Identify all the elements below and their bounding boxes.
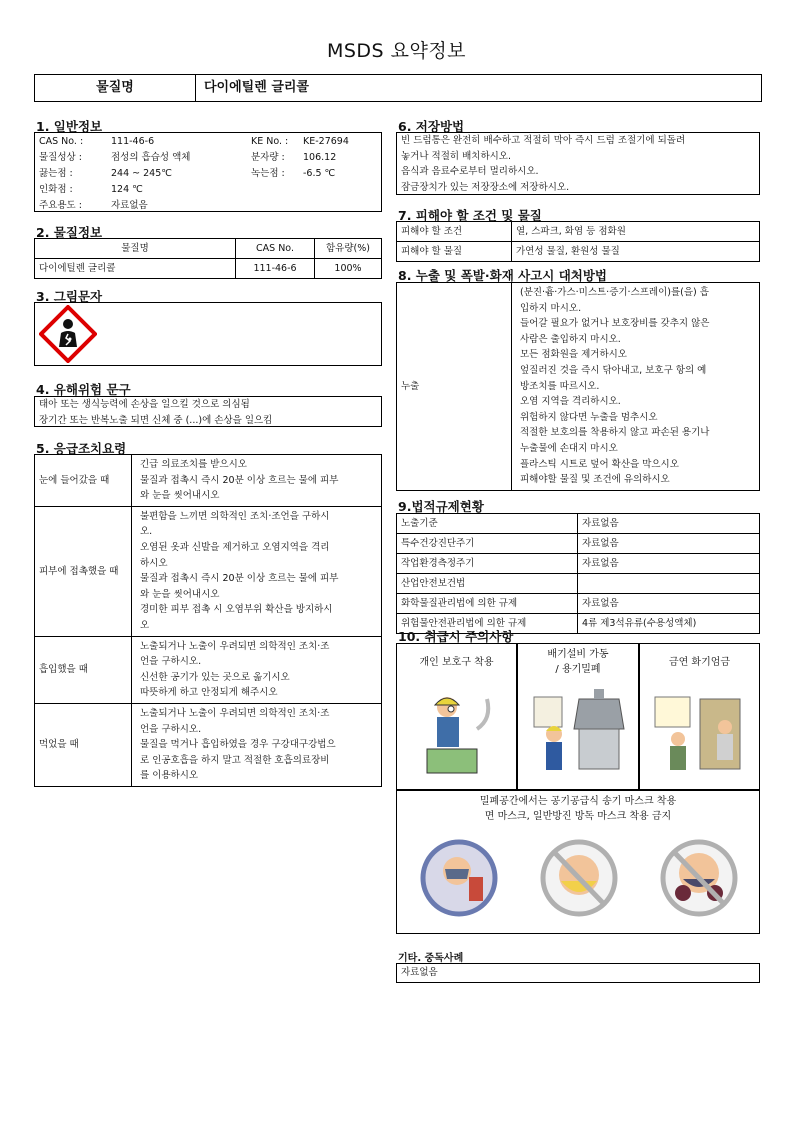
first-aid-line: 와 눈을 씻어내시오: [140, 490, 220, 502]
sec6-heading: 6. 저장방법: [398, 119, 465, 134]
state-value: 점성의 흡습성 액체: [111, 152, 191, 163]
reg-label: 산업안전보건법: [397, 574, 578, 594]
state-label: 물질성상 :: [39, 152, 82, 163]
avoid-value: 열, 스파크, 화염 등 점화원: [512, 222, 760, 242]
first-aid-line: 신선한 공기가 있는 곳으로 옮기시오: [140, 671, 290, 683]
first-aid-table: [34, 454, 382, 787]
avoid-label: 피해야 할 물질: [397, 242, 512, 262]
col-header-name: 물질명: [35, 239, 236, 259]
mask-icons: [409, 831, 749, 926]
no-gas-mask-icon: [663, 842, 735, 914]
no-smoking-caption: 금연 화기엄금: [668, 657, 731, 668]
supplied-air-mask-icon: [423, 842, 495, 914]
sec9-heading: 9.법적규제현황: [398, 499, 484, 514]
ppe-caption: 개인 보호구 착용: [419, 657, 494, 668]
ke-label: KE No. :: [251, 136, 289, 147]
no-smoking-panel: [639, 643, 760, 790]
reg-label: 작업환경측정주기: [397, 554, 578, 574]
ke-value: KE-27694: [303, 136, 349, 147]
ventilation-panel: [517, 643, 639, 790]
storage-line: 잠금장치가 있는 저장장소에 저장하시오.: [401, 181, 570, 193]
spill-table: [396, 282, 760, 491]
other-heading: 기타. 중독사례: [398, 953, 464, 964]
spill-line: 오염 지역을 격리하시오.: [520, 396, 621, 408]
first-aid-line: 로 인공호흡을 하지 말고 적절한 호흡의료장비: [140, 754, 330, 766]
reg-label: 노출기준: [397, 514, 578, 534]
first-aid-line: 물질과 접촉시 즉시 20분 이상 흐르는 물에 피부: [140, 573, 339, 585]
first-aid-label-ingest: 먹었을 때: [35, 703, 132, 786]
cell-name: 다이에틸렌 글리콜: [35, 259, 236, 279]
substance-label: 물질명: [35, 75, 196, 101]
first-aid-label-inhale: 흡입했을 때: [35, 636, 132, 703]
page-title: MSDS 요약정보: [326, 40, 467, 62]
first-aid-line: 를 이용하시오: [140, 770, 199, 782]
avoid-table: [396, 221, 760, 262]
poisoning-cases: 자료없음: [396, 963, 760, 983]
first-aid-line: 불편함을 느끼면 의학적인 조치·조언을 구하시: [140, 510, 330, 522]
first-aid-line: 따뜻하게 하고 안정되게 해주시오: [140, 687, 278, 699]
first-aid-line: 물질과 접촉시 즉시 20분 이상 흐르는 물에 피부: [140, 474, 339, 486]
cell-content: 100%: [315, 259, 382, 279]
cas-label: CAS No. :: [39, 136, 84, 147]
first-aid-line: 하시오: [140, 557, 168, 569]
spill-line: 들어갈 필요가 없거나 보호장비를 갖추지 않은: [520, 318, 710, 330]
spill-label: 누출: [397, 283, 512, 491]
avoid-value: 가연성 물질, 환원성 물질: [512, 242, 760, 262]
first-aid-label-skin: 피부에 접촉했을 때: [35, 506, 132, 636]
no-smoking-icon: [650, 689, 750, 779]
spill-line: 피해야할 물질 및 조건에 유의하시오: [520, 474, 670, 486]
sec1-heading: 1. 일반정보: [36, 119, 103, 134]
spill-line: (분진·흄·가스·미스트·증기·스프레이)를(을) 흡: [520, 287, 709, 298]
bp-label: 끓는점 :: [39, 168, 73, 179]
first-aid-line: 언을 구하시오.: [140, 723, 202, 735]
first-aid-line: 오: [140, 619, 150, 631]
first-aid-line: 오.: [140, 526, 153, 538]
use-label: 주요용도 :: [39, 200, 82, 211]
spill-line: 사람은 출입하지 마시오.: [520, 333, 621, 345]
first-aid-line: 노출되거나 노출이 우려되면 의학적인 조치·조: [140, 707, 330, 719]
mp-value: -6.5 ℃: [303, 168, 336, 179]
reg-value: 자료없음: [578, 594, 760, 614]
sec8-heading: 8. 누출 및 폭발·화재 사고시 대처방법: [398, 268, 608, 283]
hazard-line: 장기간 또는 반복노출 되면 신체 중 (...)에 손상을 일으킴: [39, 414, 273, 426]
spill-line: 플라스틱 시트로 덮어 확산을 막으시오: [520, 458, 679, 470]
first-aid-label-eye: 눈에 들어갔을 때: [35, 455, 132, 507]
spill-line: 누출물에 손대지 마시오: [520, 442, 618, 454]
reg-value: 자료없음: [578, 514, 760, 534]
substance-table: [34, 238, 382, 279]
first-aid-line: 오염된 옷과 신발을 제거하고 오염지역을 격리: [140, 541, 330, 553]
col-header-cas: CAS No.: [236, 239, 315, 259]
ppe-panel: [396, 643, 517, 790]
mp-label: 녹는점 :: [251, 168, 285, 179]
sec4-heading: 4. 유해위험 문구: [36, 382, 131, 397]
ppe-worker-icon: [407, 689, 507, 779]
storage-line: 음식과 음료수로부터 멀리하시오.: [401, 166, 539, 178]
substance-name-box: [34, 74, 762, 102]
reg-value: 자료없음: [578, 554, 760, 574]
spill-line: 적절한 보호의를 착용하지 않고 파손된 용기나: [520, 427, 710, 439]
storage-line: 놓거나 적절히 배치하시오.: [401, 150, 512, 162]
col-header-content: 함유량(%): [315, 239, 382, 259]
reg-label: 특수건강진단주기: [397, 534, 578, 554]
spill-line: 엎질러진 것을 즉시 닦아내고, 보호구 항의 예: [520, 364, 707, 376]
regulation-table: [396, 513, 760, 634]
sec3-heading: 3. 그림문자: [36, 289, 103, 304]
first-aid-line: 와 눈을 씻어내시오: [140, 588, 220, 600]
general-info-box: [34, 132, 382, 212]
sec10-heading: 10. 취급시 주의사항: [398, 629, 514, 644]
reg-label: 위험물안전관리법에 의한 규제: [397, 614, 578, 634]
ventilation-caption-1: 배기설비 가동: [547, 649, 609, 660]
first-aid-line: 물질을 먹거나 흡입하였을 경우 구강대구강법으: [140, 739, 336, 751]
use-value: 자료없음: [111, 200, 148, 211]
spill-line: 모든 점화원을 제거하시오: [520, 349, 627, 361]
ventilation-caption-2: / 용기밀폐: [555, 664, 601, 675]
cell-cas: 111-46-6: [236, 259, 315, 279]
fp-label: 인화점 :: [39, 184, 73, 195]
pictogram-box: [34, 302, 382, 366]
spill-line: 방조치를 따르시오.: [520, 380, 600, 392]
ventilation-hood-icon: [524, 689, 634, 779]
substance-value: 다이에틸렌 글리콜: [204, 80, 309, 95]
sec5-heading: 5. 응급조치요령: [36, 441, 127, 456]
mw-label: 분자량 :: [251, 152, 285, 163]
hazard-line: 태아 또는 생식능력에 손상을 일으킬 것으로 의심됨: [39, 399, 250, 410]
first-aid-line: 경미한 피부 접촉 시 오염부위 확산을 방지하시: [140, 604, 333, 616]
mask-caption-1: 밀폐공간에서는 공기공급식 송기 마스크 착용: [479, 796, 677, 807]
mw-value: 106.12: [303, 152, 337, 163]
reg-value: [578, 574, 760, 594]
first-aid-line: 긴급 의료조치를 받으시오: [140, 459, 247, 470]
reg-label: 화학물질관리법에 의한 규제: [397, 594, 578, 614]
mask-panel: [396, 790, 760, 934]
spill-line: 입하지 마시오.: [520, 302, 582, 314]
first-aid-line: 노출되거나 노출이 우려되면 의학적인 조치·조: [140, 640, 330, 652]
storage-box: [396, 132, 760, 195]
first-aid-line: 언을 구하시오.: [140, 656, 202, 668]
bp-value: 244 ~ 245℃: [111, 168, 172, 179]
storage-line: 빈 드럼통은 완전히 배수하고 적절히 막아 즉시 드럼 조절기에 되돌려: [401, 135, 686, 146]
sec2-heading: 2. 물질정보: [36, 225, 103, 240]
reg-value: 자료없음: [578, 534, 760, 554]
avoid-label: 피해야 할 조건: [397, 222, 512, 242]
reg-value: 4류 제3석유류(수용성액체): [578, 614, 760, 634]
cas-value: 111-46-6: [111, 136, 155, 147]
hazard-statements: [34, 396, 382, 427]
fp-value: 124 ℃: [111, 184, 143, 195]
mask-caption-2: 면 마스크, 일반방진 방독 마스크 착용 금지: [484, 811, 672, 822]
no-dust-mask-icon: [543, 842, 615, 914]
spill-line: 위험하지 않다면 누출을 멈추시오: [520, 411, 658, 423]
sec7-heading: 7. 피해야 할 조건 및 물질: [398, 208, 542, 223]
health-hazard-icon: [39, 305, 97, 363]
